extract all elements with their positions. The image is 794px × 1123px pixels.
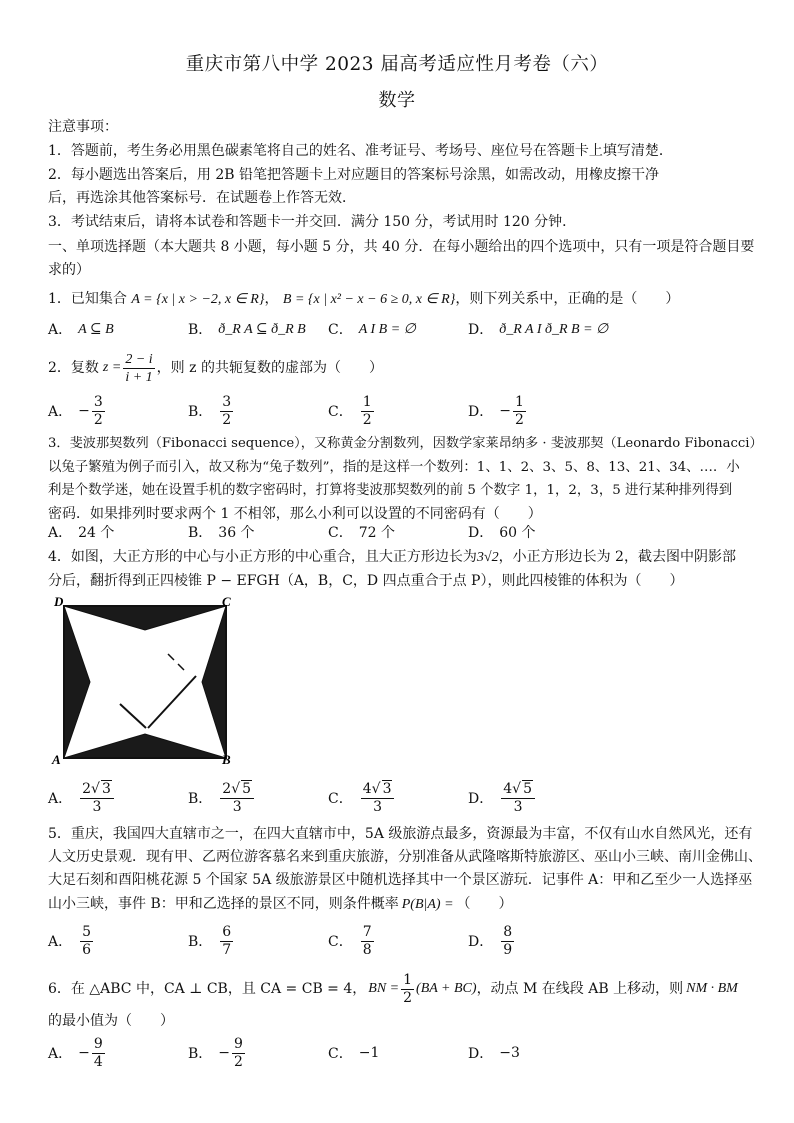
q6-line-1a: 6．在 △ABC 中，CA ⊥ CB，且 CA = CB = 4， bbox=[48, 981, 367, 997]
q1-option-a[interactable] bbox=[48, 306, 114, 352]
option-text: −3 bbox=[499, 1045, 520, 1061]
option-sign: − bbox=[78, 403, 90, 419]
section-heading-cont: 求的） bbox=[48, 262, 90, 278]
q1-option-d[interactable] bbox=[468, 306, 608, 352]
q2-option-d[interactable] bbox=[468, 388, 528, 434]
q6-bn: BN = bbox=[368, 981, 400, 996]
option-den: 2 bbox=[222, 411, 232, 428]
q2-num: 2 − i bbox=[125, 351, 153, 367]
option-fraction bbox=[501, 924, 514, 959]
option-den: 2 bbox=[362, 411, 372, 428]
option-fraction bbox=[220, 394, 233, 429]
option-label: B． bbox=[188, 525, 213, 541]
q1-option-b[interactable] bbox=[188, 306, 306, 352]
q4-line-2: 分后，翻折得到正四棱锥 P − EFGH（A，B，C，D 四点重合于点 P），则此四棱锥的体积为（ ） bbox=[48, 573, 684, 589]
option-radicand: 5 bbox=[523, 780, 532, 797]
q1-stem: 1．已知集合 A = {x | x > −2, x ∈ R}， B = {x | x² − x − 6 ≥ 0, x ∈ R}，则下列关系中，正确的是（ ） bbox=[48, 291, 680, 307]
q6-line-1 bbox=[48, 968, 738, 1010]
option-text: 72 个 bbox=[358, 525, 395, 541]
option-fraction bbox=[513, 394, 526, 429]
option-sign: − bbox=[499, 403, 511, 419]
q6-dot-product: NM · BM bbox=[686, 981, 738, 996]
exam-title: 重庆市第八中学 2023 届高考适应性月考卷（六） bbox=[185, 54, 609, 75]
q2-fraction bbox=[123, 351, 154, 386]
option-label: A． bbox=[48, 934, 73, 950]
option-text: 24 个 bbox=[78, 525, 115, 541]
option-fraction bbox=[92, 394, 105, 429]
q3-line-2: 以兔子繁殖为例子而引入，故又称为“兔子数列”，指的是这样一个数列：1、1、2、3、5、8、13、21、34、…．小 bbox=[48, 460, 740, 475]
option-text: 60 个 bbox=[499, 525, 536, 541]
option-label: A． bbox=[48, 322, 73, 338]
q5-line-4a: 山小三峡，事件 B：甲和乙选择的景区不同，则条件概率 bbox=[48, 896, 399, 912]
option-sign: − bbox=[218, 1045, 231, 1061]
q2-prefix: 2．复数 bbox=[48, 360, 99, 376]
q5-line-1: 5．重庆，我国四大直辖市之一，在四大直辖市中，5A 级旅游点最多，资源最为丰富，不仅有山水自然风光，还有 bbox=[48, 826, 753, 842]
q3-line-4: 密码．如果排列时要求两个 1 不相邻，那么小利可以设置的不同密码有（ ） bbox=[48, 506, 542, 522]
option-num: 6 bbox=[222, 923, 232, 940]
option-label: C． bbox=[328, 322, 353, 338]
option-num: 7 bbox=[362, 923, 372, 940]
option-label: B． bbox=[188, 322, 213, 338]
option-num: 3 bbox=[93, 393, 103, 410]
q6-option-c[interactable] bbox=[328, 1030, 379, 1076]
option-label: A． bbox=[48, 791, 73, 807]
option-label: D． bbox=[468, 1046, 494, 1062]
option-den: 3 bbox=[513, 798, 523, 815]
option-label: B． bbox=[188, 934, 213, 950]
q5-option-a[interactable] bbox=[48, 918, 95, 964]
option-coef: 4 bbox=[503, 780, 513, 797]
subject-title: 数学 bbox=[378, 90, 416, 111]
q2-options bbox=[48, 388, 748, 434]
q5-line-4b: （ ） bbox=[456, 896, 513, 912]
q5-line-3: 大足石刻和酉阳桃花源 5 个国家 5A 级旅游景区中随机选择其中一个景区游玩．记事件 A：甲和乙至少一人选择巫 bbox=[48, 872, 753, 888]
option-label: D． bbox=[468, 791, 494, 807]
option-den: 2 bbox=[514, 411, 524, 428]
q6-option-d[interactable] bbox=[468, 1030, 520, 1076]
q4-line-1 bbox=[48, 546, 736, 569]
q5-options bbox=[48, 918, 748, 964]
option-label: B． bbox=[188, 1046, 213, 1062]
option-den: 9 bbox=[503, 941, 513, 958]
notice-item-2: 2．每小题选出答案后，用 2B 铅笔把答题卡上对应题目的答案标号涂黑，如需改动，用橡皮擦干净 bbox=[48, 167, 660, 183]
q4-line-1b: ，小正方形边长为 2，截去图中阴影部 bbox=[498, 549, 736, 565]
option-label: D． bbox=[468, 525, 494, 541]
q5-line-2: 人文历史景观．现有甲、乙两位游客慕名来到重庆旅游，分别准备从武隆喀斯特旅游区、巫山小三峡、南川金佛山、 bbox=[48, 849, 762, 865]
option-coef: 2 bbox=[82, 780, 92, 797]
option-den: 2 bbox=[234, 1053, 243, 1070]
q4-options bbox=[48, 775, 748, 821]
q1-options bbox=[48, 306, 748, 352]
q2-option-c[interactable] bbox=[328, 388, 376, 434]
q4-side: 3√2 bbox=[476, 550, 499, 565]
q3-line-1: 3．斐波那契数列（Fibonacci sequence），又称黄金分割数列，因数学家莱昂纳多 · 斐波那契（Leonardo Fibonacci） bbox=[48, 436, 763, 451]
q4-option-d[interactable] bbox=[468, 775, 537, 821]
q1-set-a: A = {x | x > −2, x ∈ R} bbox=[131, 292, 265, 307]
option-den: 7 bbox=[222, 941, 232, 958]
q6-half-den: 2 bbox=[403, 989, 413, 1006]
q5-line-4 bbox=[48, 893, 513, 916]
option-label: D． bbox=[468, 322, 494, 338]
option-fraction bbox=[361, 924, 374, 959]
option-fraction: $\frac{2√ 3}{3}$ bbox=[80, 781, 114, 816]
option-radicand: 5 bbox=[242, 780, 252, 797]
option-den: 2 bbox=[93, 411, 103, 428]
q6-option-a[interactable] bbox=[48, 1030, 107, 1076]
option-label: D． bbox=[468, 404, 494, 420]
option-fraction: $\frac{2√ 5}{3}$ bbox=[220, 781, 254, 816]
q4-option-b[interactable] bbox=[188, 775, 256, 821]
option-radicand: 3 bbox=[382, 780, 392, 797]
q2-den: i + 1 bbox=[125, 369, 153, 385]
option-text: 36 个 bbox=[218, 525, 255, 541]
option-label: B． bbox=[188, 791, 213, 807]
q1-option-c[interactable] bbox=[328, 306, 416, 352]
option-num: 1 bbox=[362, 393, 372, 410]
option-label: C． bbox=[328, 934, 353, 950]
option-num: 1 bbox=[514, 393, 524, 410]
option-num: 5 bbox=[82, 923, 92, 940]
q4-option-c[interactable] bbox=[328, 775, 396, 821]
q5-option-b[interactable] bbox=[188, 918, 235, 964]
q1-prefix: 1．已知集合 bbox=[48, 291, 127, 307]
q1-suffix: ，则下列关系中，正确的是（ ） bbox=[455, 291, 680, 307]
q1-set-b: B = {x | x² − x − 6 ≥ 0, x ∈ R} bbox=[282, 292, 456, 307]
option-fraction bbox=[80, 924, 93, 959]
option-label: A． bbox=[48, 525, 73, 541]
option-text: −1 bbox=[358, 1045, 380, 1061]
q4-line-1a: 4．如图，大正方形的中心与小正方形的中心重合，且大正方形边长为 bbox=[48, 549, 477, 565]
option-text: A I B = ∅ bbox=[358, 321, 416, 337]
q2-option-b[interactable] bbox=[188, 388, 235, 434]
option-fraction bbox=[232, 1036, 245, 1071]
option-num: 9 bbox=[93, 1035, 103, 1052]
option-label: C． bbox=[328, 1046, 353, 1062]
option-label: A． bbox=[48, 404, 73, 420]
q6-line-2: 的最小值为（ ） bbox=[48, 1013, 174, 1029]
option-den: 3 bbox=[92, 798, 102, 815]
option-label: C． bbox=[328, 404, 353, 420]
option-num: 9 bbox=[234, 1035, 243, 1052]
q6-options bbox=[48, 1030, 748, 1076]
q6-vector-sum: (BA + BC) bbox=[416, 981, 477, 996]
option-fraction bbox=[220, 924, 233, 959]
option-den: 3 bbox=[373, 798, 383, 815]
option-label: C． bbox=[328, 525, 353, 541]
option-den: 3 bbox=[232, 798, 242, 815]
option-fraction bbox=[361, 394, 374, 429]
option-den: 8 bbox=[362, 941, 372, 958]
option-text: ð_R A ⊆ ð_R B bbox=[218, 321, 306, 337]
option-fraction: $\frac{4√ 3}{3}$ bbox=[361, 781, 395, 816]
q6-half bbox=[401, 972, 414, 1007]
q6-option-b[interactable] bbox=[188, 1030, 247, 1076]
q6-line-1b: ，动点 M 在线段 AB 上移动，则 bbox=[476, 981, 684, 997]
q3-options bbox=[48, 520, 748, 544]
option-coef: 2 bbox=[222, 780, 232, 797]
option-den: 6 bbox=[82, 941, 92, 958]
q5-option-c[interactable] bbox=[328, 918, 376, 964]
option-num: 8 bbox=[503, 923, 513, 940]
q3-option-d[interactable] bbox=[468, 520, 536, 544]
q2-z: z = bbox=[102, 360, 122, 375]
option-radicand: 3 bbox=[101, 780, 111, 797]
option-label: B． bbox=[188, 404, 213, 420]
option-text: A ⊆ B bbox=[78, 321, 114, 337]
notice-heading: 注意事项： bbox=[48, 119, 118, 135]
q3-line-3: 利是个数学迷，她在设置手机的数字密码时，打算将斐波那契数列的前 5 个数字 1，1，2，3，5 进行某种排列得到 bbox=[48, 483, 733, 498]
option-num: 3 bbox=[222, 393, 232, 410]
option-fraction: $\frac{4√ 5}{3}$ bbox=[501, 781, 535, 816]
option-label: C． bbox=[328, 791, 353, 807]
option-den: 4 bbox=[93, 1053, 103, 1070]
q3-option-c[interactable] bbox=[328, 520, 395, 544]
label-b: B bbox=[222, 752, 231, 766]
label-c: C bbox=[222, 594, 231, 609]
option-text: ð_R A I ð_R B = ∅ bbox=[499, 321, 609, 337]
q6-half-num: 1 bbox=[403, 971, 413, 988]
q4-figure bbox=[50, 594, 240, 766]
option-fraction bbox=[92, 1036, 105, 1071]
option-coef: 4 bbox=[362, 780, 372, 797]
option-sign: − bbox=[78, 1045, 90, 1061]
q3-option-b[interactable] bbox=[188, 520, 255, 544]
q2-stem bbox=[48, 348, 383, 388]
label-d: D bbox=[54, 594, 64, 609]
q5-option-d[interactable] bbox=[468, 918, 516, 964]
notice-item-2-cont: 后，再选涂其他答案标号．在试题卷上作答无效． bbox=[48, 190, 356, 206]
q2-suffix: ，则 z 的共轭复数的虚部为（ ） bbox=[156, 360, 383, 376]
q5-probability: P(B|A) = bbox=[401, 897, 454, 912]
notice-item-1: 1．答题前，考生务必用黑色碳素笔将自己的姓名、准考证号、考场号、座位号在答题卡上填写清楚． bbox=[48, 143, 673, 159]
option-label: D． bbox=[468, 934, 494, 950]
section-heading: 一、单项选择题（本大题共 8 小题，每小题 5 分，共 40 分．在每小题给出的四个选项中，只有一项是符合题目要 bbox=[48, 239, 755, 255]
notice-item-3: 3．考试结束后，请将本试卷和答题卡一并交回．满分 150 分，考试用时 120 分钟． bbox=[48, 214, 577, 230]
q3-option-a[interactable] bbox=[48, 520, 114, 544]
q2-option-a[interactable] bbox=[48, 388, 107, 434]
q4-option-a[interactable] bbox=[48, 775, 116, 821]
label-a: A bbox=[52, 752, 61, 766]
option-label: A． bbox=[48, 1046, 73, 1062]
